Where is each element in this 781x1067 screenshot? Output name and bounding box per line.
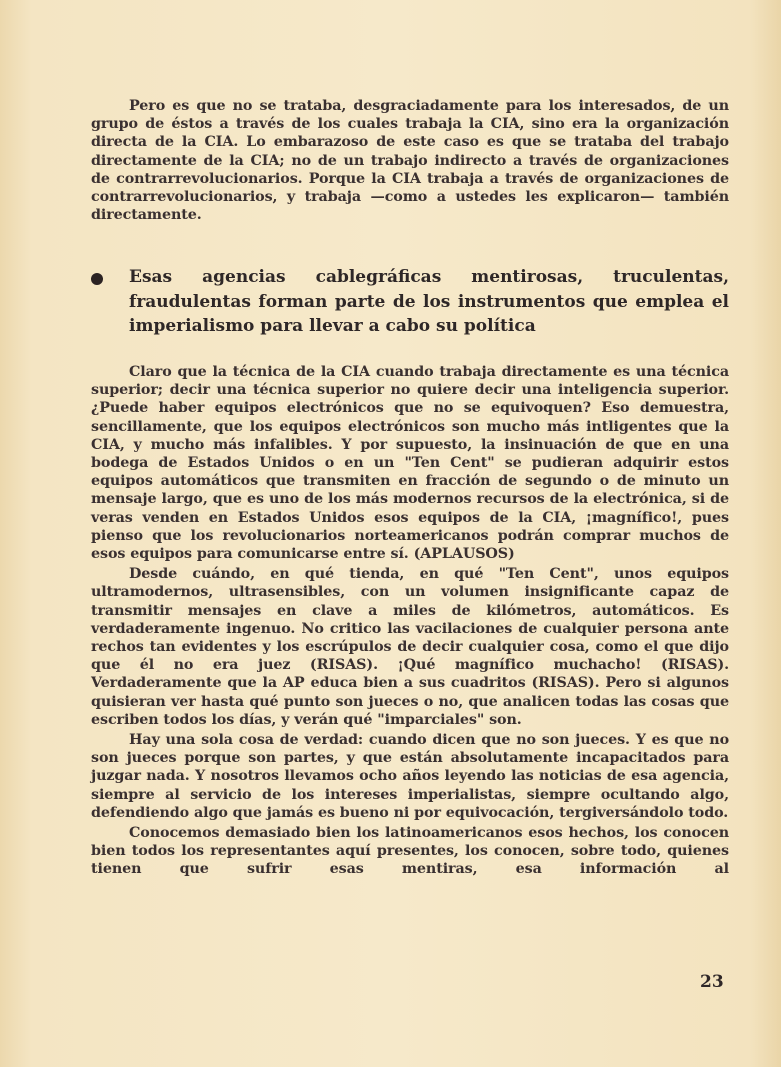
page-number: 23 xyxy=(700,972,724,992)
section-heading-block xyxy=(91,265,729,339)
paragraph: Desde cuándo, en qué tienda, en qué "Ten Cent", unos equipos ultramodernos, ultrasensibles, con un volumen insignificante capaz de transmitir mensajes en clave a miles de kilómetros, automáticos. Es verdaderamente ingenuo. No critico las vacilaciones de cualquier persona ante rechos tan evidentes y los escrúpulos de decir cualquier cosa, como el que dijo que él no era juez (RISAS). ¡Qué magnífico muchacho! (RISAS). Verdaderamente que la AP educa bien a sus cuadritos (RISAS). Pero si algunos quisieran ver hasta qué punto son jueces o no, que analicen todas las cosas que escriben todos los días, y verán qué "imparciales" son. xyxy=(91,566,729,728)
paragraph: Hay una sola cosa de verdad: cuando dicen que no son jueces. Y es que no son jueces porque son partes, y que están absolutamente incapacitados para juzgar nada. Y nosotros llevamos ocho años leyendo las noticias de esa agencia, siempre al servicio de los intereses imperialistas, siempre ocultando algo, defendiendo algo que jamás es bueno ni por equivocación, tergiversándolo todo. xyxy=(91,732,729,821)
paragraph: Conocemos demasiado bien los latinoamericanos esos hechos, los conocen bien todos los representantes aquí presentes, los conocen, sobre todo, quienes tienen que sufrir esas mentiras, esa información al xyxy=(91,825,729,878)
paragraph: Claro que la técnica de la CIA cuando trabaja directamente es una técnica superior; decir una técnica superior no quiere decir una inteligencia superior. ¿Puede haber equipos electrónicos que no se equivoquen? Eso demuestra, sencillamente, que los equipos electrónicos son mucho más intligentes que la CIA, y mucho más infalibles. Y por supuesto, la insinuación de que en una bodega de Estados Unidos o en un "Ten Cent" se pudieran adquirir estos equipos automáticos que transmiten en fracción de segundo o de minuto un mensaje largo, que es uno de los más modernos recursos de la electrónica, si de veras venden en Estados Unidos esos equipos de la CIA, ¡magnífico!, pues pienso que los revolucionarios norteamericanos podrán comprar muchos de esos equipos para comunicarse entre sí. (APLAUSOS) xyxy=(91,364,729,563)
intro-paragraph-block xyxy=(91,97,729,224)
intro-paragraph: Pero es que no se trataba, desgraciadamente para los interesados, de un grupo de éstos a través de los cuales trabaja la CIA, sino era la organización directa de la CIA. Lo embarazoso de este caso es que se trataba del trabajo directamente de la CIA; no de un trabajo indirecto a través de organizaciones de contrarrevolucionarios. Porque la CIA trabaja a través de organizaciones de contrarrevolucionarios, y trabaja —como a ustedes les explicaron— también directamente. xyxy=(91,98,729,224)
body-text xyxy=(91,363,729,881)
bullet-icon xyxy=(91,273,103,285)
section-heading: Esas agencias cablegráficas mentirosas, truculentas, fraudulentas forman parte de los instrumentos que emplea el imperialismo para llevar a cabo su política xyxy=(129,267,729,337)
